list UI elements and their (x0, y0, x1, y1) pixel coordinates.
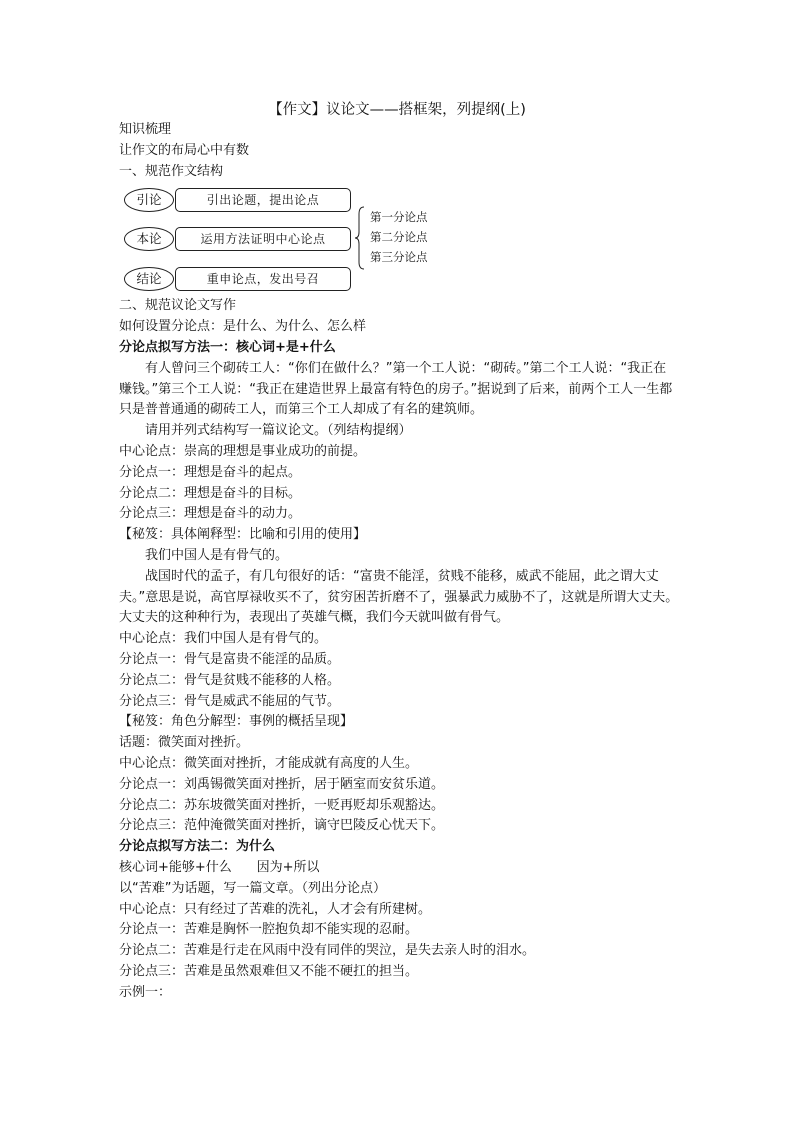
tip-heading: 【秘笈：具体阐释型：比喻和引用的使用】 (119, 527, 367, 543)
quote-paragraph: 战国时代的孟子，有几句很好的话：“富贵不能淫，贫贱不能移，威武不能屈，此之谓大丈夫。”意思是说，高官厚禄收买不了，贫穷困苦折磨不了，强暴武力威胁不了，这就是所谓大丈夫。大丈夫的这种种行为，表现出了英雄气概，我们今天就叫做有骨气。 (119, 568, 679, 626)
how-set-line: 如何设置分论点：是什么、为什么、怎么样 (119, 319, 367, 335)
outline-line: 分论点三：理想是奋斗的动力。 (119, 506, 302, 522)
outline-line: 分论点三：骨气是威武不能屈的气节。 (119, 693, 341, 709)
outline-line: 分论点二：理想是奋斗的目标。 (119, 485, 302, 501)
outline-line: 中心论点：我们中国人是有骨气的。 (119, 631, 328, 647)
body-oval: 本论 (124, 227, 174, 251)
outline-line: 分论点二：骨气是贫贱不能移的人格。 (119, 672, 341, 688)
intro-box: 引出论题，提出论点 (175, 188, 351, 212)
sub-point-2: 第二分论点 (370, 230, 428, 245)
conclusion-box: 重申论点，发出号召 (175, 267, 351, 291)
body-box: 运用方法证明中心论点 (175, 227, 351, 251)
task-line: 以“苦难”为话题，写一篇文章。（列出分论点） (119, 880, 386, 896)
structure-diagram (119, 182, 679, 296)
subtitle: 让作文的布局心中有数 (119, 142, 250, 158)
quote-paragraph: 我们中国人是有骨气的。 (145, 547, 289, 563)
outline-line: 分论点二：苏东坡微笑面对挫折，一贬再贬却乐观豁达。 (119, 797, 445, 813)
sub-point-3: 第三分论点 (370, 250, 428, 265)
part1-heading: 一、规范作文结构 (119, 163, 224, 179)
outline-line: 分论点一：理想是奋斗的起点。 (119, 464, 302, 480)
example-label: 示例一： (119, 984, 172, 1000)
method2-heading: 分论点拟写方法二：为什么 (119, 839, 276, 855)
document-body (119, 120, 679, 1003)
outline-line: 分论点一：刘禹锡微笑面对挫折，居于陋室而安贫乐道。 (119, 776, 445, 792)
task-paragraph: 请用并列式结构写一篇议论文。（列结构提纲） (145, 423, 412, 439)
outline-line: 话题：微笑面对挫折。 (119, 735, 250, 751)
outline-line: 中心论点：微笑面对挫折，才能成就有高度的人生。 (119, 755, 419, 771)
brace-icon (355, 206, 365, 270)
sub-point-1: 第一分论点 (370, 210, 428, 225)
outline-line: 分论点一：骨气是富贵不能淫的品质。 (119, 651, 341, 667)
tip-heading: 【秘笈：角色分解型：事例的概括呈现】 (119, 714, 354, 730)
formula-line: 核心词+能够+什么 因为+所以 (119, 859, 320, 875)
page-title: 【作文】议论文——搭框架，列提纲(上) (268, 102, 526, 118)
intro-oval: 引论 (124, 188, 174, 212)
outline-line: 分论点二：苦难是行走在风雨中没有同伴的哭泣，是失去亲人时的泪水。 (119, 943, 536, 959)
outline-line: 中心论点：只有经过了苦难的洗礼，人才会有所建树。 (119, 901, 432, 917)
method1-heading: 分论点拟写方法一：核心词+是+什么 (119, 339, 336, 355)
outline-line: 中心论点：崇高的理想是事业成功的前提。 (119, 443, 367, 459)
outline-line: 分论点三：范仲淹微笑面对挫折，谪守巴陵反心忧天下。 (119, 818, 445, 834)
outline-line: 分论点一：苦难是胸怀一腔抱负却不能实现的忍耐。 (119, 922, 419, 938)
section-heading: 知识梳理 (119, 122, 172, 137)
conclusion-oval: 结论 (124, 267, 174, 291)
outline-line: 分论点三：苦难是虽然艰难但又不能不硬扛的担当。 (119, 963, 419, 979)
part2-heading: 二、规范议论文写作 (119, 298, 237, 314)
story-paragraph: 有人曾问三个砌砖工人：“你们在做什么？”第一个工人说：“砌砖。”第二个工人说：“我正在赚钱。”第三个工人说：“我正在建造世界上最富有特色的房子。”据说到了后来，前两个工人一生都只是普普通通的砌砖工人，而第三个工人却成了有名的建筑师。 (119, 360, 673, 418)
